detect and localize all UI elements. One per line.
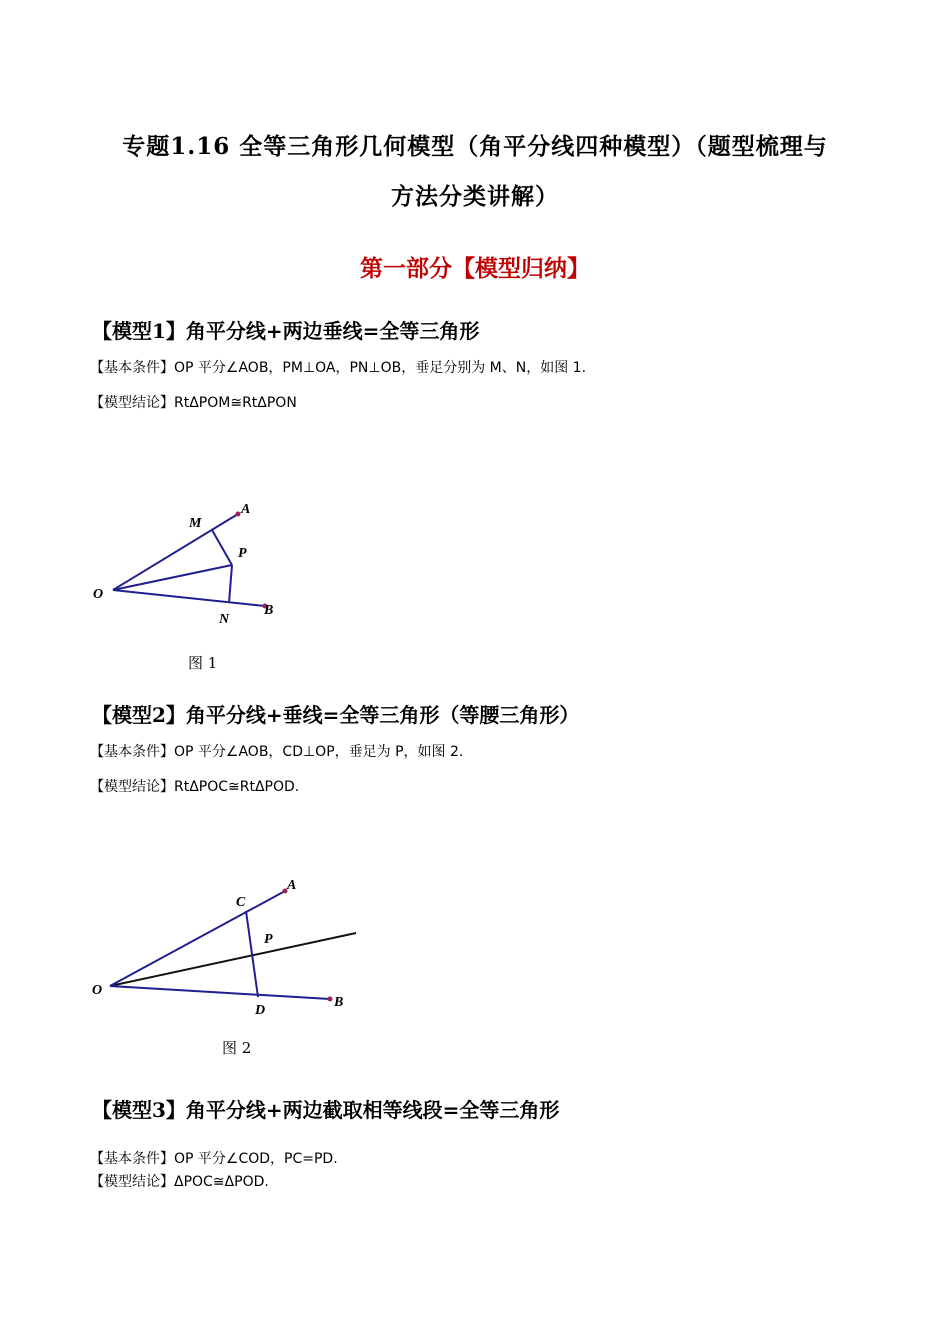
part-heading: 第一部分【模型归纳】 — [360, 255, 590, 282]
fig2-label-c: C — [236, 895, 246, 910]
model2-conclusion: 【模型结论】RtΔPOC≅RtΔPOD. — [90, 779, 300, 795]
fig2-label-o: O — [92, 983, 103, 998]
model1-conclusion: 【模型结论】RtΔPOM≅RtΔPON — [90, 395, 297, 411]
model3-conclusion: 【模型结论】ΔPOC≅ΔPOD. — [90, 1174, 269, 1190]
fig2-label-b: B — [334, 995, 344, 1010]
model2-condition: 【基本条件】OP 平分∠AOB，CD⊥OP，垂足为 P，如图 2. — [90, 744, 464, 760]
doc-title-line1: 专题1.16 全等三角形几何模型（角平分线四种模型）（题型梳理与 — [122, 133, 828, 160]
fig2-label-p: P — [264, 932, 273, 947]
fig1-label-a: A — [241, 502, 251, 517]
model1-condition: 【基本条件】OP 平分∠AOB，PM⊥OA，PN⊥OB，垂足分别为 M、N，如图 1. — [90, 360, 587, 376]
model1-heading: 【模型1】角平分线+两边垂线=全等三角形 — [92, 319, 480, 343]
doc-title-line2: 方法分类讲解） — [391, 183, 559, 210]
fig2-point-b — [328, 997, 333, 1002]
model3-heading: 【模型3】角平分线+两边截取相等线段=全等三角形 — [92, 1098, 560, 1122]
fig2-ray-ob — [110, 986, 330, 999]
fig1-label-m: M — [189, 516, 202, 531]
model3-condition: 【基本条件】OP 平分∠COD，PC=PD. — [90, 1151, 338, 1167]
fig1-label-b: B — [264, 603, 274, 618]
figure-1-caption: 图 1 — [188, 654, 218, 672]
fig2-label-d: D — [255, 1003, 266, 1018]
fig1-label-o: O — [93, 587, 104, 602]
fig2-ray-oa — [110, 891, 285, 986]
fig1-label-p: P — [238, 546, 247, 561]
model2-heading: 【模型2】角平分线+垂线=全等三角形（等腰三角形） — [92, 703, 580, 727]
fig2-label-a: A — [287, 878, 297, 893]
figure-2-caption: 图 2 — [222, 1039, 252, 1057]
fig1-label-n: N — [219, 612, 230, 627]
fig2-bisector-op — [110, 933, 356, 986]
